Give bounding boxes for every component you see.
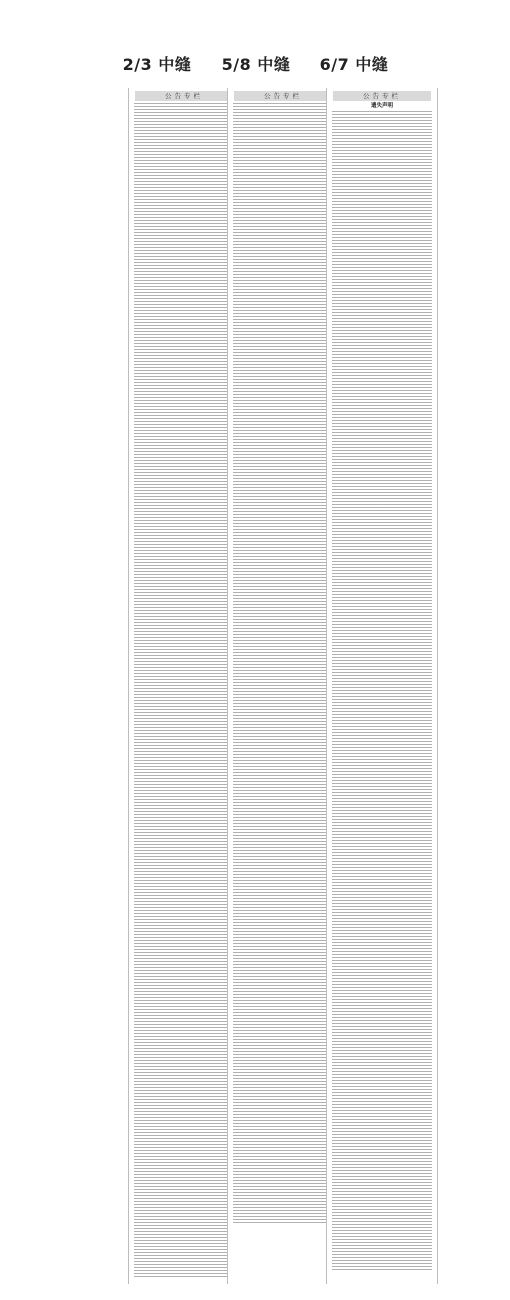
notice-text-block xyxy=(332,111,432,1271)
column-title-3: 6/7 中缝 xyxy=(319,55,389,74)
column-title-2: 5/8 中缝 xyxy=(221,55,291,74)
column-banner: 公告专栏 xyxy=(234,91,332,101)
newspaper-column-2 xyxy=(227,88,339,1284)
notice-headline: 遗失声明 xyxy=(370,103,393,109)
column-title-1: 2/3 中缝 xyxy=(122,55,192,74)
column-banner: 公告专栏 xyxy=(333,91,431,101)
newspaper-column-1 xyxy=(128,88,240,1284)
notice-text-block xyxy=(134,103,234,1278)
newspaper-column-3 xyxy=(326,88,438,1284)
notice-text-block xyxy=(233,103,333,1223)
column-banner: 公告专栏 xyxy=(135,91,233,101)
